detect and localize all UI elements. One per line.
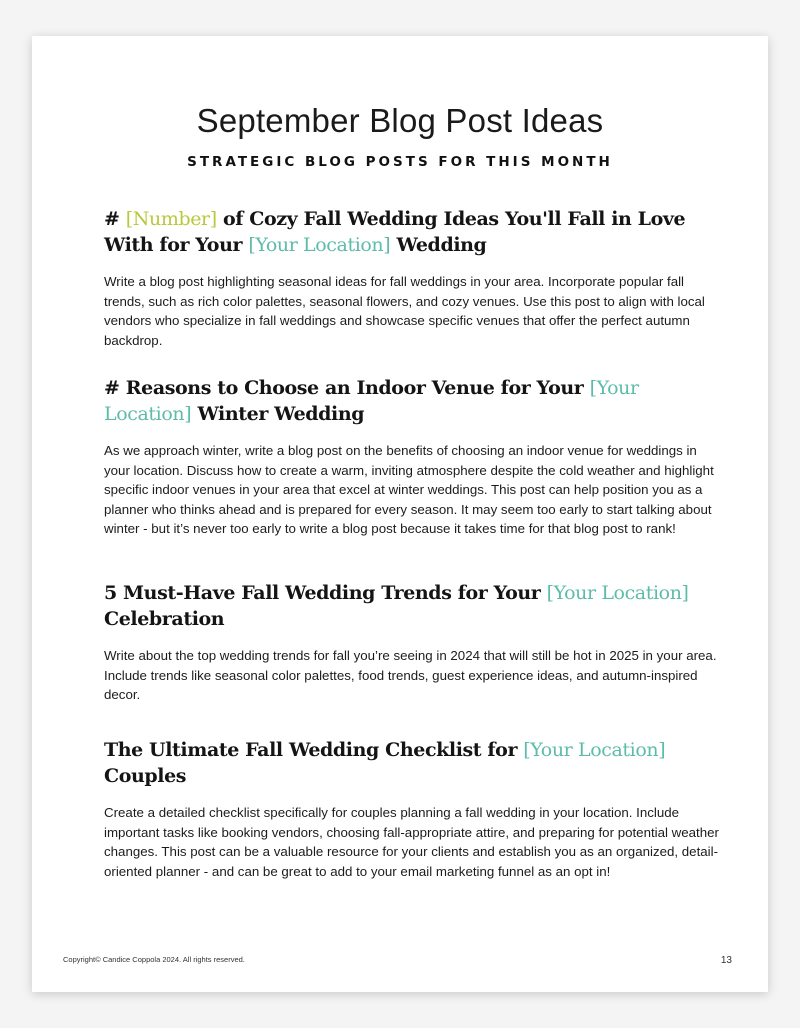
document-page bbox=[32, 36, 768, 992]
blog-idea-2 bbox=[104, 375, 724, 539]
location-placeholder: [Your Location] bbox=[546, 582, 689, 604]
location-placeholder: [Your Location] bbox=[523, 739, 666, 761]
blog-idea-description: Write a blog post highlighting seasonal ideas for fall weddings in your area. Incorporate popular fall trends, such as rich color palettes, seasonal flowers, and cozy venues. Use this post to align with local vendors who specialize in fall weddings and showcase specific venues that offer the perfect autumn backdrop. bbox=[104, 274, 705, 348]
location-placeholder: [Your Location] bbox=[248, 234, 391, 256]
number-placeholder: [Number] bbox=[125, 208, 217, 230]
heading-text: # Reasons to Choose an Indoor Venue for Your bbox=[104, 377, 590, 399]
blog-idea-heading bbox=[104, 206, 724, 258]
blog-idea-description: As we approach winter, write a blog post on the benefits of choosing an indoor venue for weddings in your location. Discuss how to create a warm, inviting atmosphere despite the cold weather and highlight specific indoor venues in your area that excel at winter weddings. This post can help position you as a planner who thinks ahead and is prepared for every season. It may seem too early to start talking about winter - but it’s never too early to write a blog post because it takes time for that blog post to rank! bbox=[104, 443, 714, 536]
page-subtitle: STRATEGIC BLOG POSTS FOR THIS MONTH bbox=[187, 154, 613, 170]
heading-text: Celebration bbox=[104, 608, 225, 630]
heading-text: 5 Must-Have Fall Wedding Trends for Your bbox=[104, 582, 547, 604]
blog-idea-heading bbox=[104, 580, 724, 632]
blog-idea-4 bbox=[104, 737, 724, 881]
page-number: 13 bbox=[720, 955, 732, 966]
heading-text: Wedding bbox=[390, 234, 487, 256]
heading-text: # bbox=[104, 208, 126, 230]
page-title: September Blog Post Ideas bbox=[196, 102, 604, 139]
blog-idea-description: Write about the top wedding trends for fall you’re seeing in 2024 that will still be hot in 2025 in your area. Include trends like seasonal color palettes, food trends, guest experience ideas, and autumn-inspired decor. bbox=[104, 648, 717, 702]
heading-text: The Ultimate Fall Wedding Checklist for bbox=[104, 739, 524, 761]
copyright-notice: Copyright© Candice Coppola 2024. All rights reserved. bbox=[63, 955, 245, 964]
heading-text: Couples bbox=[104, 765, 187, 787]
heading-text: Winter Wedding bbox=[191, 403, 365, 425]
blog-idea-3 bbox=[104, 580, 724, 705]
blog-idea-description: Create a detailed checklist specifically for couples planning a fall wedding in your location. Include important tasks like booking vendors, choosing fall-appropriate attire, and preparing for potential weather changes. This post can be a valuable resource for your clients and establish you as an organized, detail-oriented planner - and can be great to add to your email marketing funnel as an opt in! bbox=[104, 805, 719, 879]
blog-idea-heading bbox=[104, 737, 724, 789]
blog-idea-heading bbox=[104, 375, 724, 427]
heading-text: of Cozy Fall Wedding Ideas You'll Fall in Love With for Your bbox=[104, 208, 686, 256]
blog-idea-1 bbox=[104, 206, 724, 350]
location-placeholder: [Your Location] bbox=[104, 377, 639, 425]
